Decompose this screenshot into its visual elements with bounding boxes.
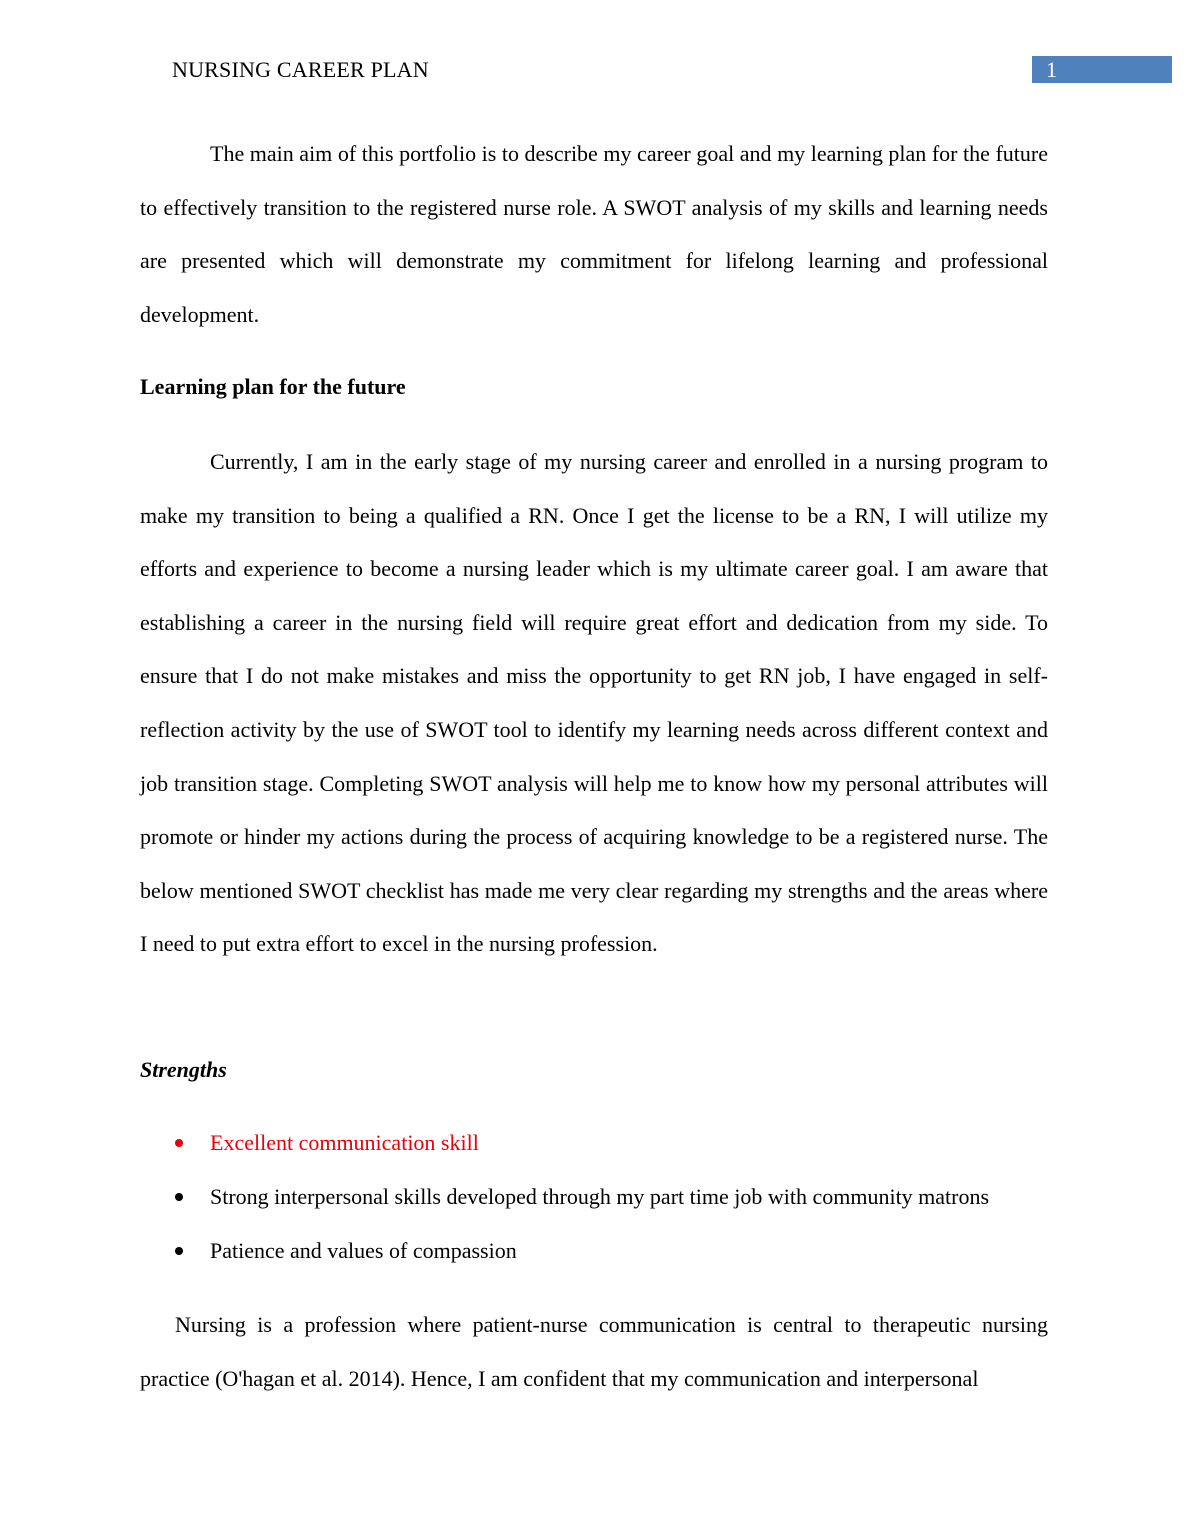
list-item [140, 1224, 1060, 1278]
list-item [140, 1116, 1060, 1170]
learning-plan-heading: Learning plan for the future [140, 374, 406, 399]
bullet-icon [175, 1193, 183, 1201]
list-item-text: Excellent communication skill [210, 1130, 479, 1155]
strengths-heading: Strengths [140, 1057, 227, 1082]
intro-paragraph: The main aim of this portfolio is to describe my career goal and my learning plan for the future to effectively transition to the registered nurse role. A SWOT analysis of my skills and learning needs are presented which will demonstrate my commitment for lifelong learning and professional development. [140, 141, 1048, 327]
list-item [140, 1170, 1060, 1224]
closing-paragraph: Nursing is a profession where patient-nurse communication is central to therapeutic nursing practice (O'hagan et al. 2014). Hence, I am confident that my communication and interpersonal [140, 1312, 1048, 1391]
running-header-title: NURSING CAREER PLAN [172, 57, 429, 82]
page-number: 1 [1032, 56, 1172, 83]
bullet-icon [175, 1139, 183, 1147]
bullet-icon [175, 1247, 183, 1255]
list-item-text: Patience and values of compassion [210, 1238, 517, 1263]
learning-plan-paragraph: Currently, I am in the early stage of my nursing career and enrolled in a nursing program to make my transition to being a qualified a RN. Once I get the license to be a RN, I will utilize my efforts and experience to become a nursing leader which is my ultimate career goal. I am aware that establishing a career in the nursing field will require great effort and dedication from my side. To ensure that I do not make mistakes and miss the opportunity to get RN job, I have engaged in self-reflection activity by the use of SWOT tool to identify my learning needs across different context and job transition stage. Completing SWOT analysis will help me to know how my personal attributes will promote or hinder my actions during the process of acquiring knowledge to be a registered nurse. The below mentioned SWOT checklist has made me very clear regarding my strengths and the areas where I need to put extra effort to excel in the nursing profession. [140, 449, 1048, 957]
list-item-text: Strong interpersonal skills developed through my part time job with community matrons [210, 1184, 990, 1209]
strengths-list [140, 1116, 1060, 1278]
